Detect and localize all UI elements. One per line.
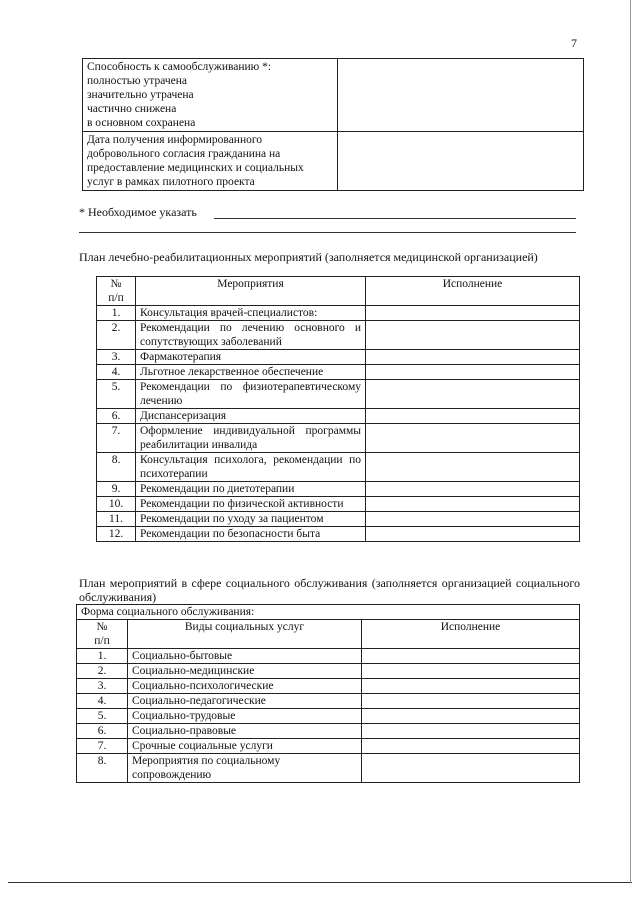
consent-line: добровольного согласия гражданина на [87, 148, 281, 160]
row-execution[interactable] [366, 409, 580, 424]
row-activity: Рекомендации по уходу за пациентом [136, 512, 366, 527]
row-activity: Консультация врачей-специалистов: [136, 306, 366, 321]
row-num: 11. [97, 512, 136, 527]
row-service: Социально-педагогические [128, 694, 362, 709]
row-execution[interactable] [366, 453, 580, 482]
row-service: Социально-бытовые [128, 649, 362, 664]
execution-header: Исполнение [362, 620, 580, 649]
table-header-row [97, 277, 580, 306]
num-header [77, 620, 128, 649]
page-number: 7 [571, 36, 577, 50]
self-care-table [82, 58, 584, 191]
activity-header: Мероприятия [136, 277, 366, 306]
row-num: 4. [77, 694, 128, 709]
self-care-line: значительно утрачена [87, 89, 194, 101]
table-row [97, 512, 580, 527]
table-row [77, 679, 580, 694]
table-row [77, 739, 580, 754]
row-execution[interactable] [362, 724, 580, 739]
self-care-label-cell [83, 59, 338, 132]
table-row [97, 409, 580, 424]
table-row [77, 754, 580, 783]
row-service: Социально-психологические [128, 679, 362, 694]
row-activity: Рекомендации по физической активности [136, 497, 366, 512]
row-activity: Рекомендации по диетотерапии [136, 482, 366, 497]
row-activity: Льготное лекарственное обеспечение [136, 365, 366, 380]
table-row [77, 649, 580, 664]
row-num: 2. [77, 664, 128, 679]
table-row [97, 527, 580, 542]
table-row [97, 321, 580, 350]
table-row [77, 709, 580, 724]
service-type-header: Виды социальных услуг [128, 620, 362, 649]
row-num: 5. [97, 380, 136, 409]
row-execution[interactable] [362, 754, 580, 783]
row-service: Срочные социальные услуги [128, 739, 362, 754]
num-header-line: п/п [94, 635, 110, 647]
table-row [97, 350, 580, 365]
table-row [77, 694, 580, 709]
self-care-line: полностью утрачена [87, 75, 187, 87]
row-execution[interactable] [366, 512, 580, 527]
consent-date-value-cell[interactable] [338, 132, 584, 191]
form-row [77, 605, 580, 620]
num-header [97, 277, 136, 306]
social-plan-heading: План мероприятий в сфере социального обслуживания (заполняется организацией социального обслуживания) [79, 576, 580, 604]
row-activity: Фармакотерапия [136, 350, 366, 365]
table-row [83, 59, 584, 132]
row-num: 4. [97, 365, 136, 380]
table-row [97, 365, 580, 380]
table-row [77, 664, 580, 679]
row-execution[interactable] [362, 649, 580, 664]
row-execution[interactable] [366, 350, 580, 365]
social-plan-table [76, 604, 580, 783]
row-activity: Рекомендации по безопасности быта [136, 527, 366, 542]
consent-date-label-cell [83, 132, 338, 191]
row-execution[interactable] [366, 482, 580, 497]
row-num: 2. [97, 321, 136, 350]
row-activity: Консультация психолога, рекомендации по психотерапии [136, 453, 366, 482]
medical-plan-table [96, 276, 580, 542]
row-num: 10. [97, 497, 136, 512]
row-execution[interactable] [366, 365, 580, 380]
row-execution[interactable] [366, 321, 580, 350]
table-row [97, 306, 580, 321]
row-num: 6. [77, 724, 128, 739]
row-execution[interactable] [366, 380, 580, 409]
consent-line: услуг в рамках пилотного проекта [87, 176, 255, 188]
row-execution[interactable] [362, 694, 580, 709]
self-care-value-cell[interactable] [338, 59, 584, 132]
row-execution[interactable] [366, 497, 580, 512]
page-bottom-edge [8, 882, 632, 883]
table-row [97, 424, 580, 453]
required-note: * Необходимое указать [79, 205, 197, 219]
row-execution[interactable] [362, 679, 580, 694]
row-num: 9. [97, 482, 136, 497]
table-row [97, 482, 580, 497]
row-execution[interactable] [362, 709, 580, 724]
row-activity: Оформление индивидуальной программы реабилитации инвалида [136, 424, 366, 453]
consent-line: Дата получения информированного [87, 134, 263, 146]
row-service: Социально-медицинские [128, 664, 362, 679]
row-num: 8. [97, 453, 136, 482]
self-care-line: Способность к самообслуживанию *: [87, 61, 272, 73]
num-header-line: № [110, 278, 122, 290]
row-num: 3. [97, 350, 136, 365]
row-service: Социально-трудовые [128, 709, 362, 724]
row-num: 3. [77, 679, 128, 694]
row-num: 6. [97, 409, 136, 424]
row-activity: Рекомендации по лечению основного и сопутствующих заболеваний [136, 321, 366, 350]
note-underline [214, 218, 576, 219]
row-service: Социально-правовые [128, 724, 362, 739]
row-activity: Диспансеризация [136, 409, 366, 424]
row-execution[interactable] [362, 664, 580, 679]
row-num: 7. [77, 739, 128, 754]
row-num: 8. [77, 754, 128, 783]
social-form-label[interactable]: Форма социального обслуживания: [77, 605, 580, 620]
execution-header: Исполнение [366, 277, 580, 306]
row-activity: Рекомендации по физиотерапевтическому лечению [136, 380, 366, 409]
num-header-line: п/п [108, 292, 124, 304]
num-header-line: № [96, 621, 108, 633]
row-service: Мероприятия по социальному сопровождению [128, 754, 362, 783]
row-num: 7. [97, 424, 136, 453]
medical-plan-heading: План лечебно-реабилитационных мероприятий (заполняется медицинской организацией) [79, 250, 538, 264]
row-execution[interactable] [366, 527, 580, 542]
table-row [97, 453, 580, 482]
self-care-line: частично снижена [87, 103, 177, 115]
table-header-row [77, 620, 580, 649]
row-execution[interactable] [362, 739, 580, 754]
table-row [97, 497, 580, 512]
table-row [83, 132, 584, 191]
row-num: 12. [97, 527, 136, 542]
page-right-edge [630, 0, 631, 883]
row-num: 5. [77, 709, 128, 724]
row-execution[interactable] [366, 306, 580, 321]
row-execution[interactable] [366, 424, 580, 453]
table-row [77, 724, 580, 739]
row-num: 1. [97, 306, 136, 321]
row-num: 1. [77, 649, 128, 664]
note-underline [79, 232, 576, 233]
consent-line: предоставление медицинских и социальных [87, 162, 304, 174]
self-care-line: в основном сохранена [87, 117, 196, 129]
table-row [97, 380, 580, 409]
